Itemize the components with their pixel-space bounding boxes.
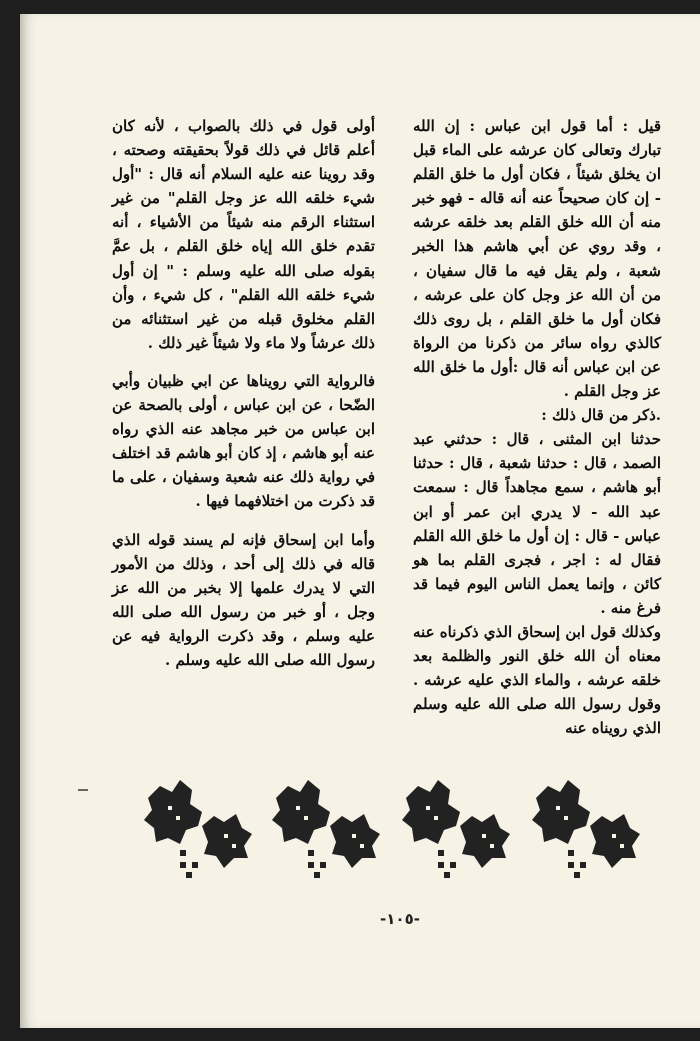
left-paragraph-2: فالرواية التي رويناها عن ابي ظبيان وأبي الضّحا ، عن ابن عباس ، أولى بالصحة عن ابن عباس من خبر مجاهد عنه الذي رواه عنه أبو هاشم ، إذ كان أبو هاشم قد اختلف في رواية ذلك عنه شعبة وسفيان ، على ما قد ذكرت من اختلافهما فيها . [112,371,375,511]
holly-ornament-row [140,768,645,888]
left-paragraph-3: وأما ابن إسحاق فإنه لم يسند قوله الذي قاله في ذلك إلى أحد ، وذلك من الأمور التي لا يدرك علمها إلا بخبر من الله عز وجل ، أو خبر من رسول الله صلى الله عليه وسلم ، وقد ذكرت الرواية فيه عن رسول الله صلى الله عليه وسلم . [112,530,375,669]
right-paragraph-3: وكذلك قول ابن إسحاق الذي ذكرناه عنه معناه أن الله خلق النور والظلمة بعد خلقه عرشه ، والماء الذي عليه عرشه . وقول رسول الله صلى الله عليه وسلم الذي رويناه عنه [413,622,661,738]
right-text-column [413,114,661,740]
right-section-heading: .ذكر من قال ذلك : [541,406,661,425]
left-text-column [112,114,375,672]
page-number: -١٠٥- [380,910,420,928]
left-paragraph-1: أولى قول في ذلك بالصواب ، لأنه كان أعلم قائل في ذلك قولاً بحقيقته وصحته ، وقد روينا عنه عليه السلام أنه قال : "أول شيء خلقه الله عز وجل القلم" من غير استثناء الرقم منه شيئاً من الأشياء ، أنه تقدم خلق الله إياه خلق القلم ، بل عمَّ بقوله صلى الله عليه وسلم : " إن أول شيء خلقه الله القلم" ، كل شيء ، وأن القلم مخلوق قبله من غير استثنائه من ذلك عرشاً ولا ماء ولا شيئاً غير ذلك . [112,117,375,352]
holly-leaf-ornament-icon [528,768,643,883]
right-paragraph-2: حدثنا ابن المثنى ، قال : حدثني عبد الصمد ، قال : حدثنا شعبة ، قال : حدثنا أبو هاشم ، سمع مجاهداً قال : سمعت عبد الله - لا يدري ابن عمر أو ابن عباس - قال : إن أول ما خلق الله القلم فقال له : اجر ، فجرى القلم بما هو كائن ، وإنما يعمل الناس اليوم فيما قد فرغ منه . [413,430,661,617]
margin-mark [78,789,88,791]
holly-leaf-ornament-icon [140,768,255,883]
right-paragraph-1: قيل : أما قول ابن عباس : إن الله تبارك وتعالى كان عرشه على الماء قبل ان يخلق شيئاً ، فكان أول ما خلق القلم - إن كان صحيحاً عنه أنه قاله - فهو خبر منه أن الله خلق القلم بعد خلقه عرشه ، وقد روي عن أبي هاشم هذا الخبر شعبة ، ولم يقل فيه ما قال سفيان ، من أن الله عز وجل كان على عرشه ، فكان أول ما خلق القلم ، بل روى ذلك كالذي رواه سائر من ذكرنا من الرواة عن ابن عباس أنه قال :أول ما خلق الله عز وجل القلم . [413,117,661,401]
holly-leaf-ornament-icon [398,768,513,883]
holly-leaf-ornament-icon [268,768,383,883]
